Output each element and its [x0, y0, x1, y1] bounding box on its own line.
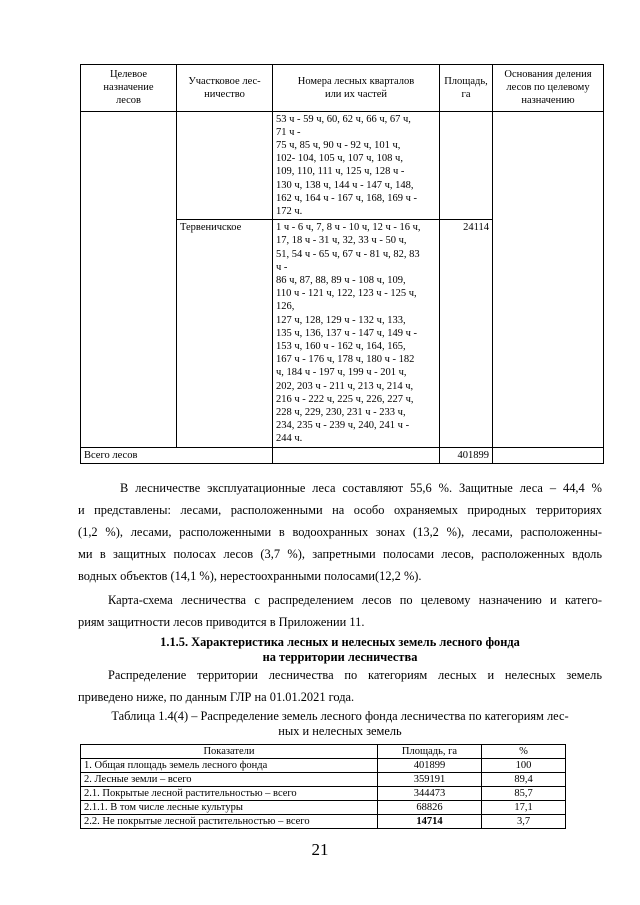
- row-percent: 85,7: [482, 787, 566, 801]
- area-cell: 24114: [440, 220, 493, 447]
- total-label: Всего лесов: [81, 447, 273, 463]
- row-percent: 89,4: [482, 773, 566, 787]
- row-label: 2.2. Не покрытые лесной растительностью – всего: [81, 815, 378, 829]
- table-row: [81, 773, 566, 787]
- row-area: 359191: [378, 773, 482, 787]
- header-quarters: Номера лесных кварталов или их частей: [273, 65, 440, 112]
- paragraph-map-scheme: Карта-схема лесничества с распределением лесов по целевому назначению и катего- риям защитности лесов приводится в Приложении 11.: [78, 593, 602, 629]
- area-cell: [440, 111, 493, 220]
- table-row: [81, 815, 566, 829]
- row-label: 2.1. Покрытые лесной растительностью – всего: [81, 787, 378, 801]
- row-area: 14714: [378, 815, 482, 829]
- quarters-cell: 53 ч - 59 ч, 60, 62 ч, 66 ч, 67 ч, 71 ч - 75 ч, 85 ч, 90 ч - 92 ч, 101 ч, 102- 104, 105 ч, 107 ч, 108 ч, 109, 110, 111 ч, 125 ч, 128 ч - 130 ч, 138 ч, 144 ч - 147 ч, 148, 162 ч, 164 ч - 167 ч, 168, 169 ч - 172 ч.: [273, 111, 440, 220]
- row-percent: 3,7: [482, 815, 566, 829]
- total-quarters-cell: [273, 447, 440, 463]
- row-area: 344473: [378, 787, 482, 801]
- header-purpose: Целевое назначение лесов: [81, 65, 177, 112]
- quarters-cell: 1 ч - 6 ч, 7, 8 ч - 10 ч, 12 ч - 16 ч, 17, 18 ч - 31 ч, 32, 33 ч - 50 ч, 51, 54 ч - 65 ч, 67 ч - 81 ч, 82, 83 ч - 86 ч, 87, 88, 89 ч - 108 ч, 109, 110 ч - 121 ч, 122, 123 ч - 125 ч, 126, 127 ч, 128, 129 ч - 132 ч, 133, 135 ч, 136, 137 ч - 147 ч, 149 ч - 153 ч, 160 ч - 162 ч, 164, 165, 167 ч - 176 ч, 178 ч, 180 ч - 182 ч, 184 ч - 197 ч, 199 ч - 201 ч, 202, 203 ч - 211 ч, 213 ч, 214 ч, 216 ч - 222 ч, 225 ч, 226, 227 ч, 228 ч, 229, 230, 231 ч - 233 ч, 234, 235 ч - 239 ч, 240, 241 ч - 244 ч.: [273, 220, 440, 447]
- section-heading: 1.1.5. Характеристика лесных и нелесных земель лесного фонда на территории лесничества: [160, 635, 520, 664]
- paragraph-protective-forests: В лесничестве эксплуатационные леса составляют 55,6 %. Защитные леса – 44,4 % и представлены: лесами, расположенными на особо охраняемых природных территориях (1,2 %), лесами, расположенными в водоохранных зонах (13,2 %), лесами, расположенны- ми в защитных полосах лесов (3,7 %), запретными полосами лесов, расположенных вдоль водных объектов (14,1 %), нерестоохранными полосами(12,2 %).: [78, 481, 602, 583]
- paragraph-distribution: Распределение территории лесничества по категориям лесных и нелесных земель приведено ниже, по данным ГЛР на 01.01.2021 года.: [78, 668, 602, 704]
- row-area: 68826: [378, 801, 482, 815]
- header-district: Участковое лес- ничество: [177, 65, 273, 112]
- table-row: [81, 801, 566, 815]
- row-label: 2. Лесные земли – всего: [81, 773, 378, 787]
- total-row: [81, 447, 604, 463]
- district-cell: Тервеничское: [177, 220, 273, 447]
- total-area: 401899: [440, 447, 493, 463]
- table-row: [81, 787, 566, 801]
- district-cell: [177, 111, 273, 220]
- header-basis: Основания деления лесов по целевому назначению: [493, 65, 604, 112]
- basis-cell: [493, 111, 604, 447]
- table-caption: Таблица 1.4(4) – Распределение земель лесного фонда лесничества по категориям лес- ных и нелесных земель: [111, 709, 569, 738]
- table-header-row: [81, 745, 566, 759]
- row-percent: 100: [482, 759, 566, 773]
- table-row: [81, 111, 604, 220]
- page-number: 21: [311, 840, 329, 859]
- header-indicator: Показатели: [81, 745, 378, 759]
- row-label: 2.1.1. В том числе лесные культуры: [81, 801, 378, 815]
- header-percent: %: [482, 745, 566, 759]
- total-basis-cell: [493, 447, 604, 463]
- land-distribution-table: [80, 744, 566, 829]
- row-label: 1. Общая площадь земель лесного фонда: [81, 759, 378, 773]
- forest-purpose-table: [80, 64, 604, 464]
- table-header-row: [81, 65, 604, 112]
- purpose-cell: [81, 111, 177, 447]
- header-area: Площадь, га: [378, 745, 482, 759]
- row-area: 401899: [378, 759, 482, 773]
- row-percent: 17,1: [482, 801, 566, 815]
- table-row: [81, 759, 566, 773]
- header-area: Площадь, га: [440, 65, 493, 112]
